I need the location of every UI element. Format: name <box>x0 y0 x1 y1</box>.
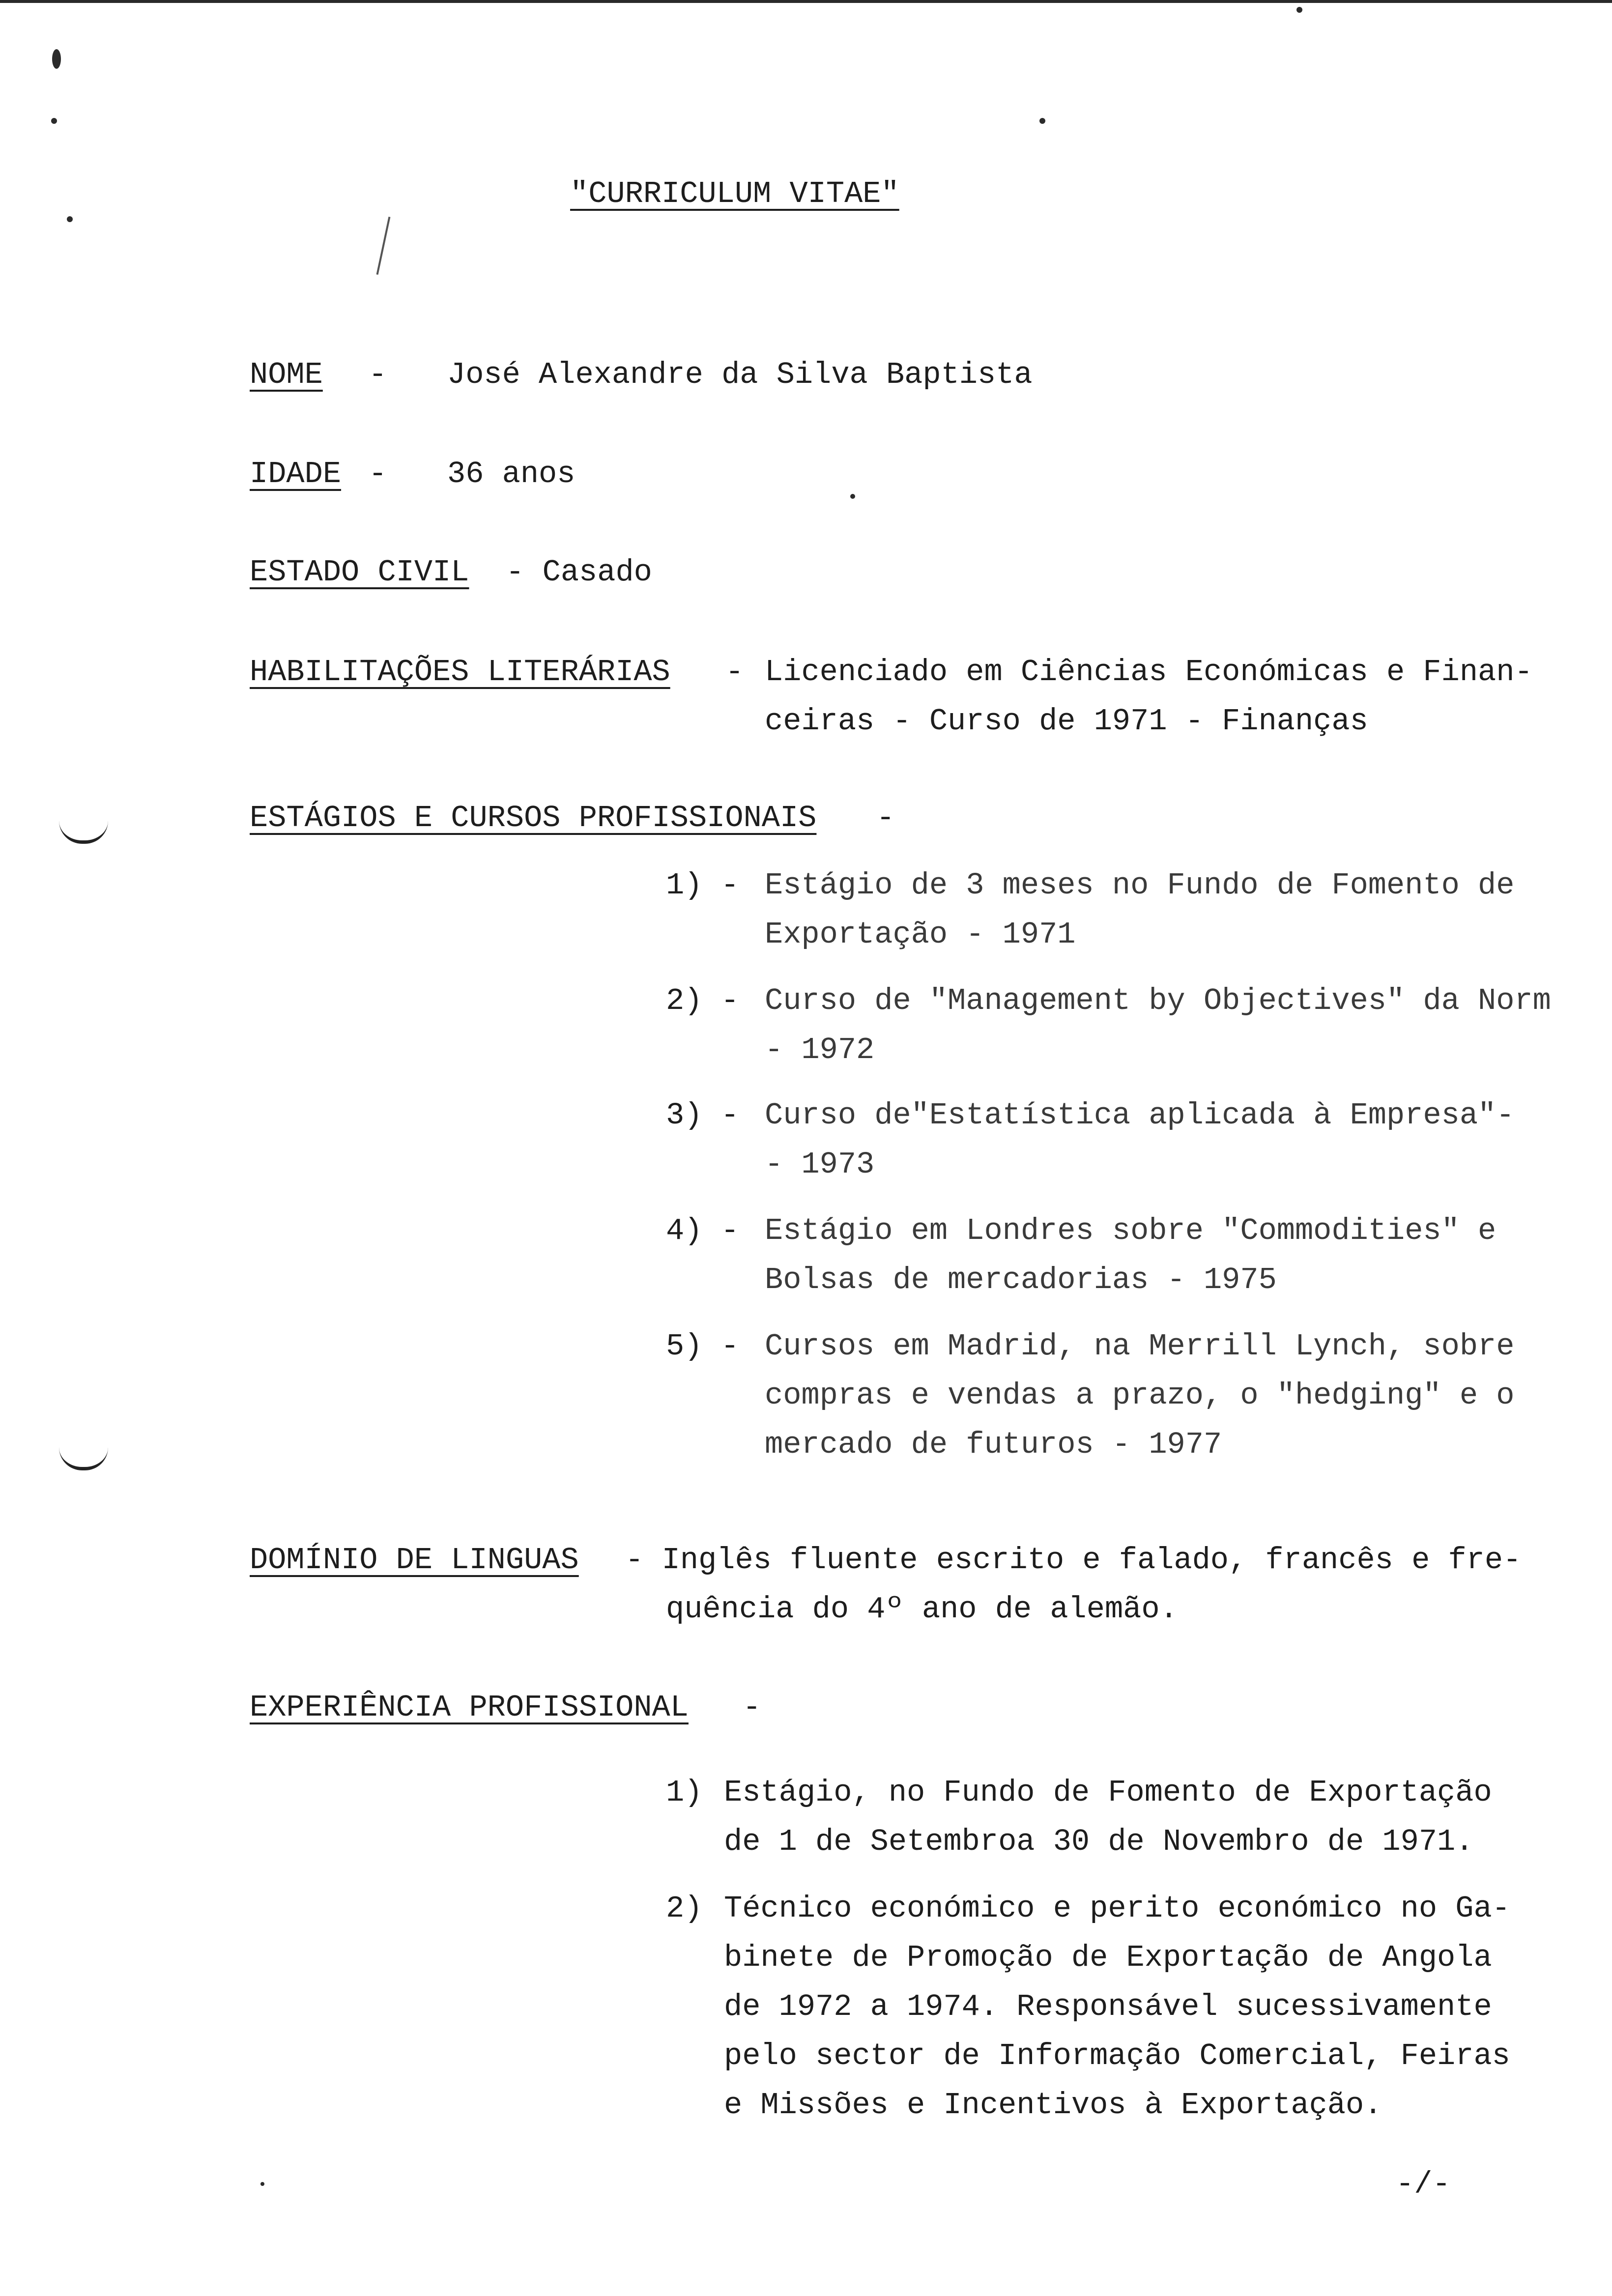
experience-number: 2) <box>666 1891 703 1926</box>
scan-speck <box>51 118 57 124</box>
experience-line: binete de Promoção de Exportação de Angola <box>724 1940 1492 1975</box>
education-line: Licenciado em Ciências Económicas e Finan- <box>765 655 1533 689</box>
experience-line: Estágio, no Fundo de Fomento de Exportação <box>724 1775 1492 1810</box>
experience-line: de 1 de Setembroa 30 de Novembro de 1971. <box>724 1824 1474 1859</box>
scan-top-edge <box>0 0 1612 3</box>
age-separator: - <box>369 457 387 491</box>
experience-heading: EXPERIÊNCIA PROFISSIONAL <box>250 1690 689 1725</box>
civil-status-value: - Casado <box>488 555 652 590</box>
margin-hole-arc <box>59 821 108 844</box>
internship-line: - 1973 <box>765 1147 875 1182</box>
education-label: HABILITAÇÕES LITERÁRIAS <box>250 655 670 689</box>
internship-line: compras e vendas a prazo, o "hedging" e o <box>765 1378 1515 1413</box>
civil-status-label: ESTADO CIVIL <box>250 555 469 590</box>
name-value: José Alexandre da Silva Baptista <box>447 357 1033 392</box>
margin-hole-arc <box>59 1447 108 1470</box>
internship-number: 3) - <box>666 1098 739 1133</box>
scan-speck <box>1296 7 1302 13</box>
age-label: IDADE <box>250 457 342 491</box>
experience-line: de 1972 a 1974. Responsável sucessivamente <box>724 1989 1492 2024</box>
languages-label: DOMÍNIO DE LINGUAS <box>250 1543 579 1578</box>
languages-line: - Inglês fluente escrito e falado, francês e fre- <box>607 1543 1522 1578</box>
scan-speck <box>850 494 855 499</box>
scan-speck <box>67 216 73 222</box>
internship-line: Curso de"Estatística aplicada à Empresa"- <box>765 1098 1515 1133</box>
education-separator: - <box>725 655 744 689</box>
scan-speck <box>1039 118 1045 124</box>
internship-line: Bolsas de mercadorias - 1975 <box>765 1263 1277 1297</box>
languages-line: quência do 4º ano de alemão. <box>666 1592 1178 1627</box>
internships-heading-separator: - <box>858 801 895 835</box>
experience-line: e Missões e Incentivos à Exportação. <box>724 2088 1382 2123</box>
internship-number: 1) - <box>666 868 739 903</box>
age-value: 36 anos <box>447 457 576 491</box>
internship-line: Estágio de 3 meses no Fundo de Fomento de <box>765 868 1515 903</box>
internship-number: 4) - <box>666 1213 739 1248</box>
experience-number: 1) <box>666 1775 703 1810</box>
internship-line: Cursos em Madrid, na Merrill Lynch, sobre <box>765 1329 1515 1364</box>
name-label: NOME <box>250 357 323 392</box>
name-separator: - <box>369 357 387 392</box>
experience-line: Técnico económico e perito económico no Ga- <box>724 1891 1510 1926</box>
experience-line: pelo sector de Informação Comercial, Feiras <box>724 2038 1510 2073</box>
internship-line: Exportação - 1971 <box>765 917 1076 952</box>
internship-number: 2) - <box>666 983 739 1018</box>
internship-line: - 1972 <box>765 1033 875 1067</box>
internship-number: 5) - <box>666 1329 739 1364</box>
pen-mark <box>376 217 391 275</box>
scan-speck <box>52 49 61 69</box>
scan-speck <box>260 2182 264 2186</box>
internships-heading: ESTÁGIOS E CURSOS PROFISSIONAIS <box>250 801 817 835</box>
internship-line: Estágio em Londres sobre "Commodities" e <box>765 1213 1497 1248</box>
education-line: ceiras - Curso de 1971 - Finanças <box>765 704 1368 739</box>
internship-line: Curso de "Management by Objectives" da Norm <box>765 983 1551 1018</box>
experience-heading-separator: - <box>724 1690 761 1725</box>
page-continuation-marker: -/- <box>1396 2167 1451 2202</box>
document-title: "CURRICULUM VITAE" <box>570 176 899 211</box>
internship-line: mercado de futuros - 1977 <box>765 1427 1222 1462</box>
